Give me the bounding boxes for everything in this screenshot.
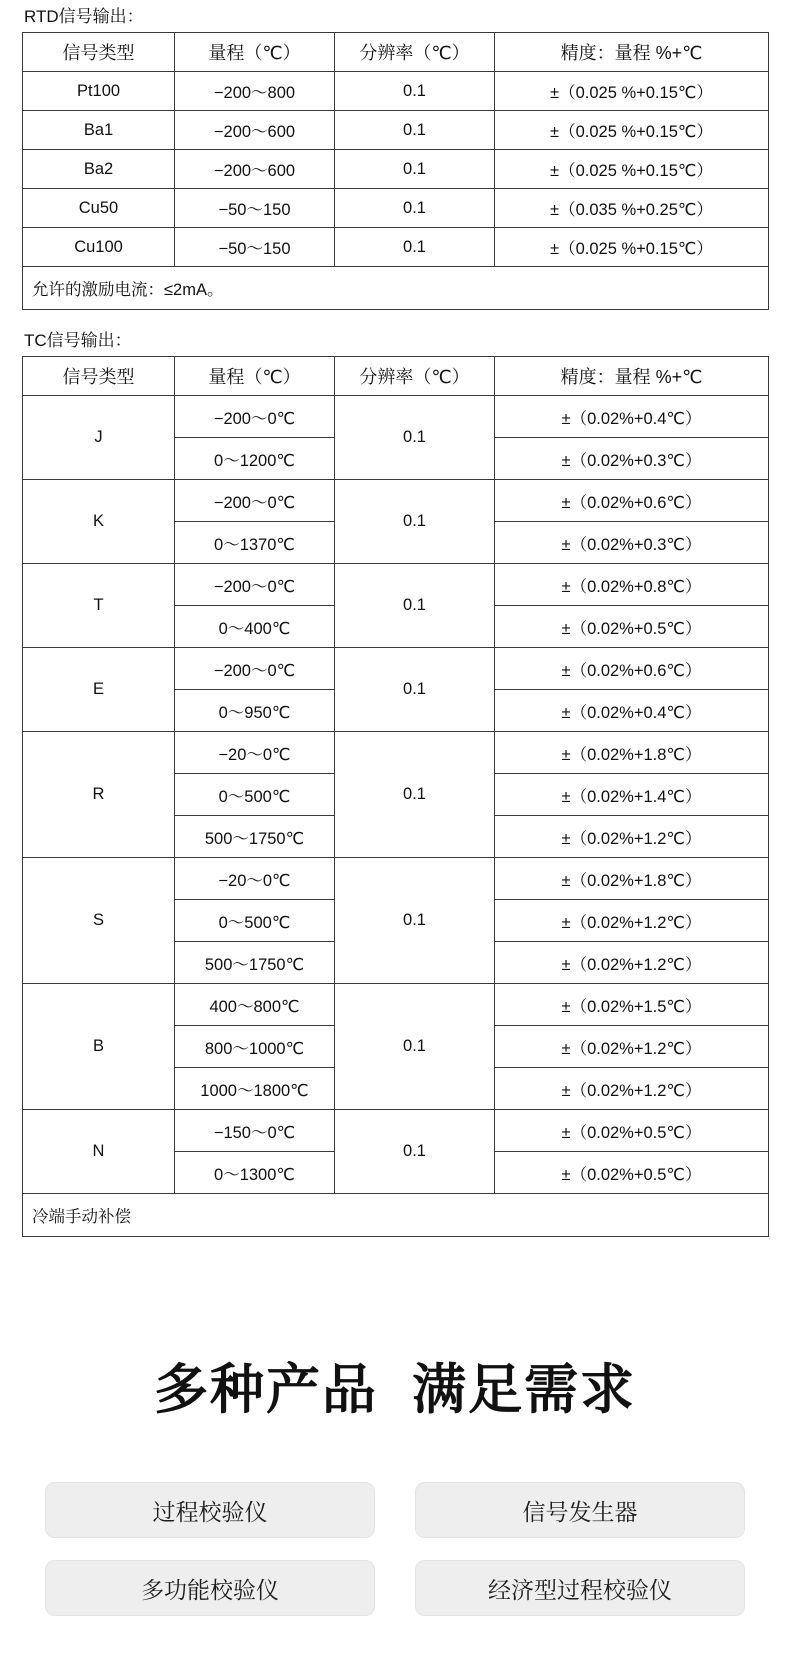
tc-spec-table [22,356,769,1237]
tc-cell-type: R [23,732,175,858]
tc-header-resolution: 分辨率（℃） [335,357,495,396]
table-row [23,72,769,111]
rtd-cell-accuracy: ±（0.025 %+0.15℃） [495,150,769,189]
product-button-label: 过程校验仪 [152,1498,268,1525]
tc-cell-resolution: 0.1 [335,1110,495,1194]
product-button-label: 多功能校验仪 [141,1576,279,1603]
rtd-cell-range: −200～600 [175,111,335,150]
tc-cell-accuracy: ±（0.02%+0.8℃） [495,564,769,606]
tc-cell-accuracy: ±（0.02%+0.5℃） [495,606,769,648]
tc-cell-resolution: 0.1 [335,984,495,1110]
rtd-cell-resolution: 0.1 [335,150,495,189]
tc-cell-accuracy: ±（0.02%+0.6℃） [495,648,769,690]
tc-cell-type: S [23,858,175,984]
tc-cell-type: J [23,396,175,480]
table-row [23,984,769,1026]
spacer [22,310,768,324]
table-row [23,150,769,189]
tc-cell-range: 0～950℃ [175,690,335,732]
rtd-header-range: 量程（℃） [175,33,335,72]
tc-cell-resolution: 0.1 [335,732,495,858]
tc-cell-resolution: 0.1 [335,564,495,648]
rtd-cell-resolution: 0.1 [335,111,495,150]
tc-cell-accuracy: ±（0.02%+1.2℃） [495,816,769,858]
tc-cell-accuracy: ±（0.02%+0.3℃） [495,438,769,480]
tc-cell-range: −200～0℃ [175,564,335,606]
tc-cell-range: −200～0℃ [175,480,335,522]
tc-cell-accuracy: ±（0.02%+0.5℃） [495,1152,769,1194]
spacer [22,1237,768,1347]
rtd-note: 允许的激励电流：≤2mA。 [23,267,769,310]
tc-cell-range: 0～500℃ [175,774,335,816]
table-row [23,732,769,774]
rtd-cell-type: Cu100 [23,228,175,267]
tc-header-range: 量程（℃） [175,357,335,396]
product-button-label: 经济型过程校验仪 [488,1576,672,1603]
tc-cell-accuracy: ±（0.02%+1.8℃） [495,732,769,774]
table-row [23,648,769,690]
table-row [23,564,769,606]
rtd-spec-table [22,32,769,310]
rtd-header-accuracy: 精度：量程 %+℃ [495,33,769,72]
tc-cell-type: T [23,564,175,648]
rtd-cell-type: Pt100 [23,72,175,111]
table-row [23,111,769,150]
tc-cell-accuracy: ±（0.02%+0.6℃） [495,480,769,522]
tc-cell-type: N [23,1110,175,1194]
rtd-table-header-row [23,33,769,72]
tc-cell-range: −20～0℃ [175,858,335,900]
rtd-cell-resolution: 0.1 [335,228,495,267]
tc-cell-range: 0～400℃ [175,606,335,648]
rtd-cell-type: Cu50 [23,189,175,228]
tc-cell-resolution: 0.1 [335,648,495,732]
spacer [22,1616,768,1676]
table-row [23,189,769,228]
tc-cell-accuracy: ±（0.02%+0.5℃） [495,1110,769,1152]
promo-headline-right: 满足需求 [412,1360,636,1420]
product-button-label: 信号发生器 [522,1498,638,1525]
tc-cell-type: B [23,984,175,1110]
product-button-multifunction-calibrator[interactable] [45,1560,375,1616]
rtd-cell-accuracy: ±（0.025 %+0.15℃） [495,111,769,150]
rtd-cell-range: −50～150 [175,189,335,228]
tc-cell-range: 0～1300℃ [175,1152,335,1194]
tc-header-accuracy: 精度：量程 %+℃ [495,357,769,396]
tc-cell-range: 1000～1800℃ [175,1068,335,1110]
tc-cell-range: 500～1750℃ [175,942,335,984]
tc-cell-accuracy: ±（0.02%+1.2℃） [495,1026,769,1068]
tc-cell-accuracy: ±（0.02%+0.4℃） [495,396,769,438]
product-button-economy-process-calibrator[interactable] [415,1560,745,1616]
table-row [23,396,769,438]
rtd-cell-accuracy: ±（0.025 %+0.15℃） [495,72,769,111]
rtd-header-signal-type: 信号类型 [23,33,175,72]
tc-cell-range: −150～0℃ [175,1110,335,1152]
tc-cell-range: 500～1750℃ [175,816,335,858]
tc-cell-type: K [23,480,175,564]
rtd-cell-type: Ba2 [23,150,175,189]
rtd-cell-range: −200～800 [175,72,335,111]
rtd-section-caption: RTD信号输出： [24,7,144,26]
tc-header-signal-type: 信号类型 [23,357,175,396]
table-row [23,480,769,522]
rtd-cell-range: −200～600 [175,150,335,189]
table-row [23,858,769,900]
tc-cell-accuracy: ±（0.02%+1.8℃） [495,858,769,900]
tc-cell-range: 0～1370℃ [175,522,335,564]
product-button-grid [45,1482,745,1616]
tc-cell-range: 800～1000℃ [175,1026,335,1068]
tc-cell-accuracy: ±（0.02%+1.2℃） [495,900,769,942]
rtd-cell-range: −50～150 [175,228,335,267]
rtd-cell-accuracy: ±（0.025 %+0.15℃） [495,228,769,267]
tc-cell-range: 400～800℃ [175,984,335,1026]
tc-note: 冷端手动补偿 [23,1194,769,1237]
rtd-cell-accuracy: ±（0.035 %+0.25℃） [495,189,769,228]
tc-table-header-row [23,357,769,396]
tc-cell-accuracy: ±（0.02%+1.4℃） [495,774,769,816]
tc-cell-range: −200～0℃ [175,648,335,690]
tc-cell-type: E [23,648,175,732]
promo-headline-left: 多种产品 [154,1360,378,1420]
rtd-cell-resolution: 0.1 [335,189,495,228]
tc-section-caption: TC信号输出： [24,331,132,350]
tc-cell-accuracy: ±（0.02%+1.2℃） [495,1068,769,1110]
rtd-cell-resolution: 0.1 [335,72,495,111]
rtd-header-resolution: 分辨率（℃） [335,33,495,72]
tc-cell-accuracy: ±（0.02%+0.4℃） [495,690,769,732]
table-row [23,1110,769,1152]
tc-cell-accuracy: ±（0.02%+1.2℃） [495,942,769,984]
rtd-cell-type: Ba1 [23,111,175,150]
rtd-note-row [23,267,769,310]
tc-cell-resolution: 0.1 [335,858,495,984]
tc-cell-range: 0～500℃ [175,900,335,942]
tc-cell-range: −20～0℃ [175,732,335,774]
table-row [23,228,769,267]
tc-note-row [23,1194,769,1237]
tc-cell-accuracy: ±（0.02%+1.5℃） [495,984,769,1026]
tc-cell-range: 0～1200℃ [175,438,335,480]
tc-cell-resolution: 0.1 [335,480,495,564]
promo-headline [22,1347,768,1430]
tc-cell-accuracy: ±（0.02%+0.3℃） [495,522,769,564]
product-button-process-calibrator[interactable] [45,1482,375,1538]
tc-cell-resolution: 0.1 [335,396,495,480]
tc-cell-range: −200～0℃ [175,396,335,438]
product-button-signal-generator[interactable] [415,1482,745,1538]
